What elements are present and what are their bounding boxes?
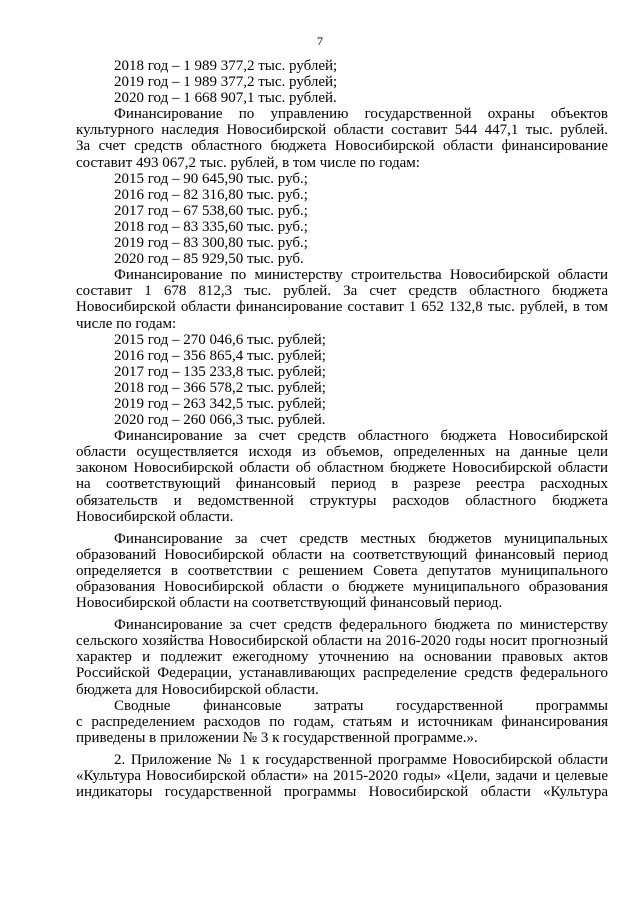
paragraph-line: с распределением расходов по годам, статьям и источникам финансирования	[76, 713, 608, 730]
list-item: 2019 год – 83 300,80 тыс. руб.;	[114, 235, 308, 252]
list-item: 2020 год – 85 929,50 тыс. руб.	[114, 251, 304, 268]
paragraph-line: Финансирование за счет средств областного бюджета Новосибирской	[114, 428, 608, 445]
paragraph-regional-budget	[76, 428, 608, 525]
list-c	[76, 332, 608, 429]
paragraph-line: характер и подлежит ежегодному уточнению на основании правовых актов	[76, 649, 608, 666]
paragraph-line: определяется в соответствии с решением Совета депутатов муниципального	[76, 562, 608, 579]
paragraph-line: законом Новосибирской области об областном бюджете Новосибирской области	[76, 460, 608, 477]
paragraph-culture-heritage	[76, 106, 608, 170]
list-item: 2017 год – 67 538,60 тыс. руб.;	[114, 202, 308, 219]
paragraph-line: обязательств и ведомственной структуры расходов областного бюджета	[76, 492, 608, 509]
paragraph-local-budget	[76, 531, 608, 611]
paragraph-federal-budget	[76, 617, 608, 697]
paragraph-line: Финансирование по управлению государственной охраны объектов	[114, 106, 608, 123]
list-item: 2017 год – 135 233,8 тыс. рублей;	[114, 363, 326, 380]
paragraph-appendix	[76, 752, 608, 800]
list-item: 2020 год – 1 668 907,1 тыс. рублей.	[114, 90, 337, 107]
paragraph-line: составит 493 067,2 тыс. рублей, в том числе по годам:	[76, 154, 420, 171]
list-item: 2019 год – 263 342,5 тыс. рублей;	[114, 395, 326, 412]
list-item: 2018 год – 1 989 377,2 тыс. рублей;	[114, 58, 338, 74]
paragraph-construction	[76, 267, 608, 331]
paragraph-line: Сводные финансовые затраты государственной программы	[114, 697, 608, 714]
paragraph-line: числе по годам:	[76, 315, 177, 332]
list-item: 2018 год – 83 335,60 тыс. руб.;	[114, 218, 308, 235]
paragraph-line: составит 1 678 812,3 тыс. рублей. За счет средств областного бюджета	[76, 283, 608, 300]
list-item: 2015 год – 270 046,6 тыс. рублей;	[114, 331, 326, 348]
paragraph-line: индикаторы государственной программы Новосибирской области «Культура	[76, 784, 608, 801]
paragraph-line: Российской Федерации, устанавливающих распределение средств федерального	[76, 665, 608, 682]
paragraph-line: бюджета для Новосибирской области.	[76, 681, 319, 698]
paragraph-line: Новосибирской области на соответствующий финансовый период.	[76, 595, 503, 612]
paragraph-line: Финансирование за счет средств местных бюджетов муниципальных	[114, 530, 608, 547]
paragraph-summary	[76, 698, 608, 746]
paragraph-line: «Культура Новосибирской области» на 2015-2020 годы» «Цели, задачи и целевые	[76, 768, 608, 785]
list-b	[76, 171, 608, 268]
list-item: 2016 год – 82 316,80 тыс. руб.;	[114, 186, 308, 203]
paragraph-line: приведены в приложении № 3 к государственной программе.».	[76, 729, 478, 746]
document-body	[76, 58, 608, 800]
list-item: 2015 год – 90 645,90 тыс. руб.;	[114, 170, 308, 187]
paragraph-line: За счет средств областного бюджета Новосибирской области финансирование	[76, 138, 608, 155]
list-item: 2016 год – 356 865,4 тыс. рублей;	[114, 347, 326, 364]
paragraph-line: Финансирование по министерству строительства Новосибирской области	[114, 267, 608, 284]
paragraph-line: на соответствующий финансовый период в разрезе реестра расходных	[76, 476, 608, 493]
list-item: 2020 год – 260 066,3 тыс. рублей.	[114, 412, 326, 429]
paragraph-line: культурного наследия Новосибирской области составит 544 447,1 тыс. рублей.	[76, 122, 608, 139]
paragraph-line: 2. Приложение № 1 к государственной программе Новосибирской области	[114, 751, 608, 768]
paragraph-line: Новосибирской области.	[76, 508, 234, 525]
paragraph-line: образований Новосибирской области на соответствующий финансовый период	[76, 546, 608, 563]
paragraph-line: сельского хозяйства Новосибирской области на 2016-2020 годы носит прогнозный	[76, 633, 608, 650]
page-number: 7	[317, 34, 323, 48]
list-item: 2019 год – 1 989 377,2 тыс. рублей;	[114, 74, 338, 91]
paragraph-line: образования Новосибирской области о бюджете муниципального образования	[76, 579, 608, 595]
list-a	[76, 58, 608, 106]
paragraph-line: Финансирование за счет средств федерального бюджета по министерству	[114, 617, 608, 634]
list-item: 2018 год – 366 578,2 тыс. рублей;	[114, 379, 326, 396]
paragraph-line: области осуществляется исходя из объемов, определенных на данные цели	[76, 444, 608, 461]
paragraph-line: Новосибирской области финансирование составит 1 652 132,8 тыс. рублей, в том	[76, 299, 608, 316]
